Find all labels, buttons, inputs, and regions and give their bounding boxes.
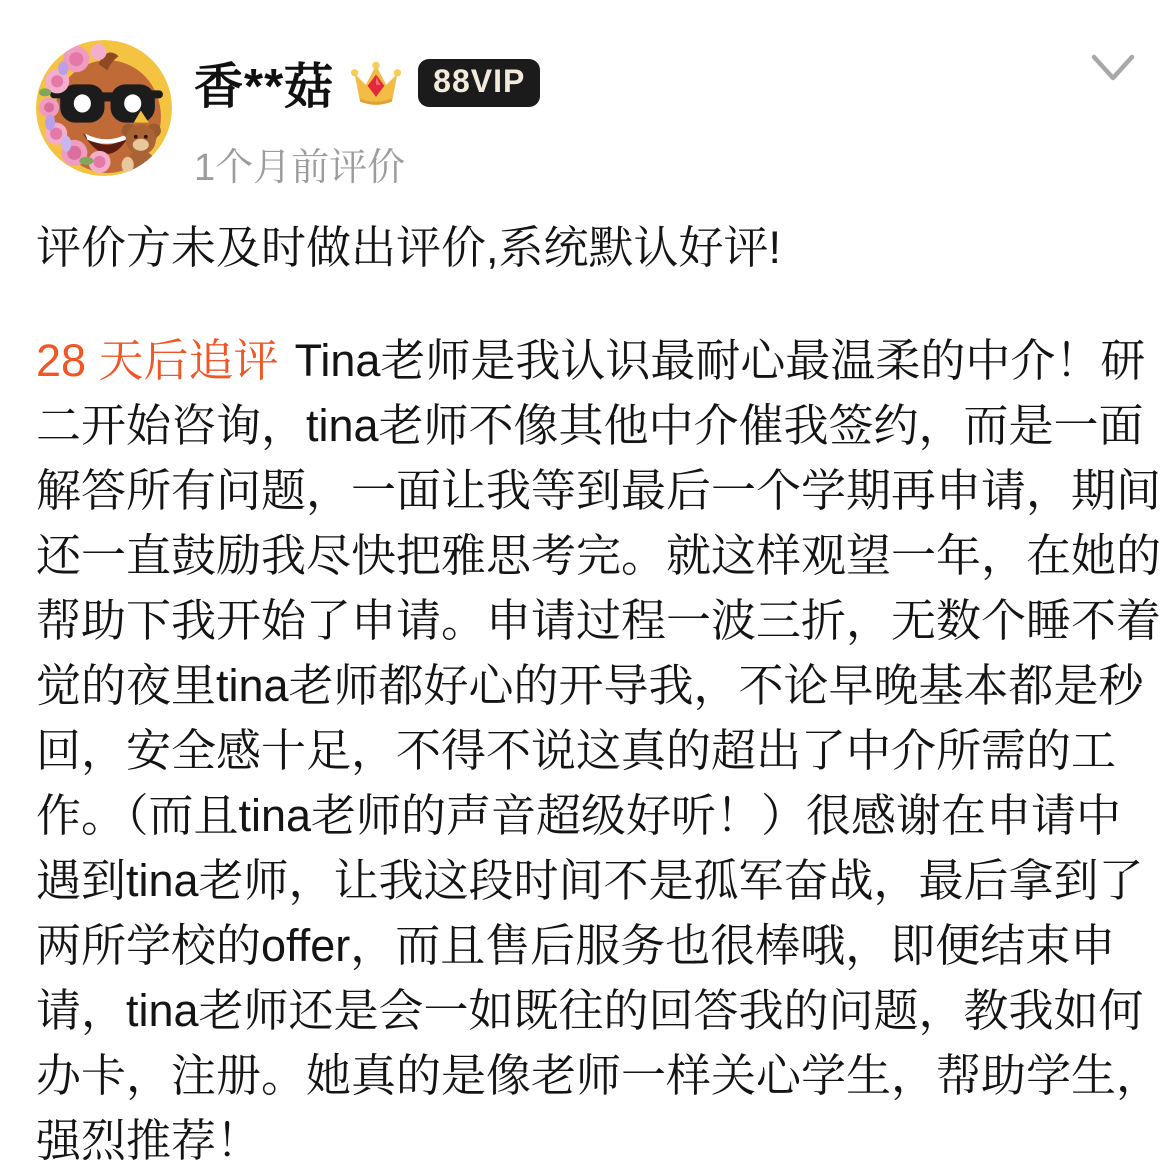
followup-review-badge: 28 天后追评 (36, 335, 279, 386)
review-text-line: 强烈推荐！ (36, 1115, 262, 1166)
review-text-line: 遇到tina老师，让我这段时间不是孤军奋战，最后拿到了 (36, 855, 1144, 906)
review-timestamp: 1个月前评价 (194, 147, 406, 189)
review-text-line: 解答所有问题，一面让我等到最后一个学期再申请，期间 (36, 465, 1162, 516)
avatar[interactable] (36, 40, 172, 176)
system-default-review-note: 评价方未及时做出评价,系统默认好评! (36, 222, 782, 273)
review-content (0, 215, 1170, 1170)
vip-badge-88: 88VIP (418, 59, 540, 106)
review-text-line: 请，tina老师还是会一如既往的回答我的问题，教我如何 (36, 985, 1144, 1036)
review-text-line: 两所学校的offer，而且售后服务也很棒哦，即便结束申 (36, 920, 1116, 971)
followup-review-body (36, 328, 1162, 1170)
review-text-line: 作。（而且tina老师的声音超级好听！）很感谢在申请中 (36, 790, 1122, 841)
review-text-line: 办卡，注册。她真的是像老师一样关心学生，帮助学生， (36, 1050, 1162, 1101)
review-text-line: 觉的夜里tina老师都好心的开导我，不论早晚基本都是秒 (36, 660, 1144, 711)
review-text: Tina老师是我认识最耐心最温柔的中介！研 (294, 335, 1146, 386)
name-row (194, 48, 540, 118)
username: 香**菇 (194, 60, 335, 114)
review-text-line: 帮助下我开始了申请。申请过程一波三折，无数个睡不着 (36, 595, 1162, 646)
crown-icon (350, 59, 402, 107)
chevron-down-icon[interactable] (1090, 52, 1136, 84)
review-text-line: 回，安全感十足，不得不说这真的超出了中介所需的工 (36, 725, 1117, 776)
user-info (194, 40, 540, 191)
review-text-line: 二开始咨询，tina老师不像其他中介催我签约，而是一面 (36, 400, 1144, 451)
review-header (0, 0, 1170, 191)
review-text-line (36, 328, 1146, 393)
review-text-line: 还一直鼓励我尽快把雅思考完。就这样观望一年，在她的 (36, 530, 1162, 581)
